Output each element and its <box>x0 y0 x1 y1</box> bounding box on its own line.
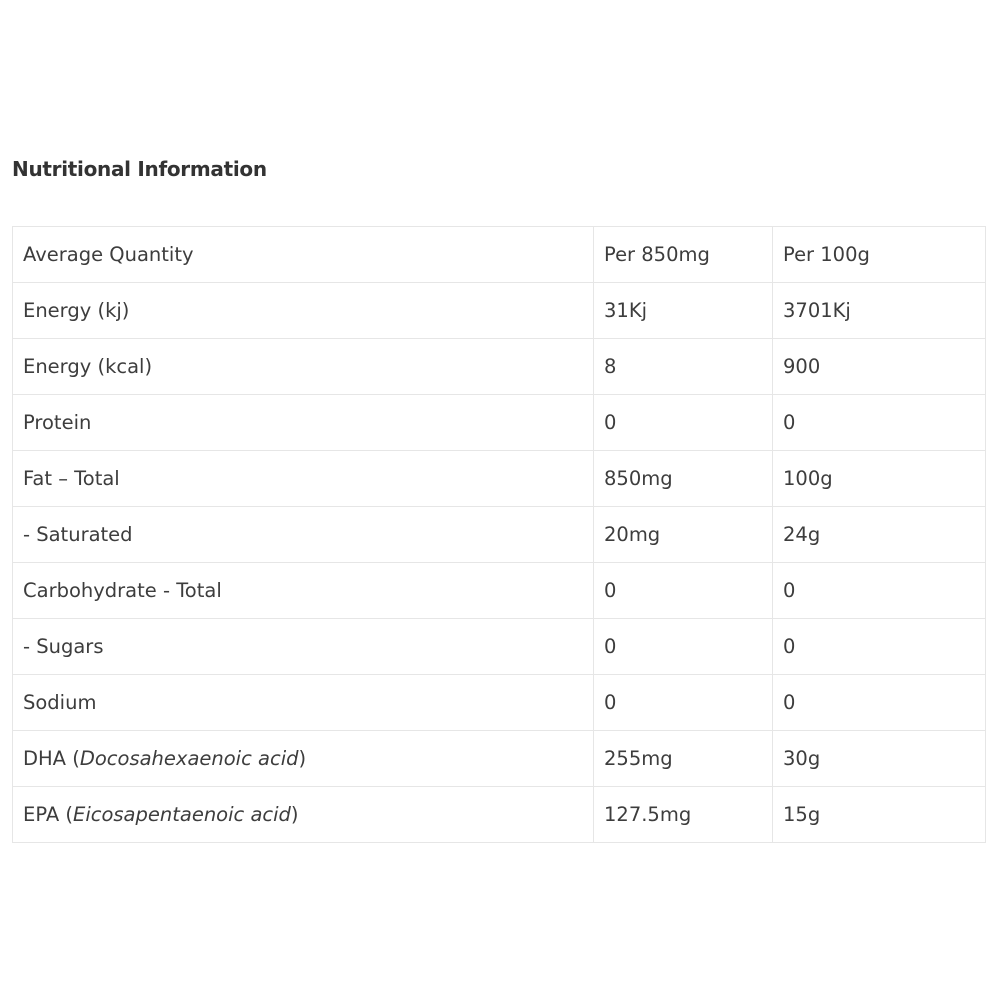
per-serving-value: 850mg <box>594 451 773 507</box>
table-row <box>13 395 986 451</box>
per-100g-value: 0 <box>773 563 986 619</box>
per-100g-value: 15g <box>773 787 986 843</box>
per-serving-value: 0 <box>594 563 773 619</box>
per-serving-value: 8 <box>594 339 773 395</box>
table-row <box>13 451 986 507</box>
per-serving-value: 0 <box>594 619 773 675</box>
per-serving-value: 20mg <box>594 507 773 563</box>
table-row <box>13 339 986 395</box>
per-100g-value: 100g <box>773 451 986 507</box>
column-header-per-100g: Per 100g <box>773 227 986 283</box>
per-100g-value: 900 <box>773 339 986 395</box>
table-row <box>13 283 986 339</box>
nutrient-name: Carbohydrate - Total <box>13 563 594 619</box>
table-row <box>13 787 986 843</box>
scientific-name: Eicosapentaenoic acid <box>73 803 291 826</box>
column-header-per-serving: Per 850mg <box>594 227 773 283</box>
per-100g-value: 30g <box>773 731 986 787</box>
per-100g-value: 24g <box>773 507 986 563</box>
nutrient-name: Energy (kcal) <box>13 339 594 395</box>
per-100g-value: 3701Kj <box>773 283 986 339</box>
table-row <box>13 619 986 675</box>
per-serving-value: 127.5mg <box>594 787 773 843</box>
nutrient-abbrev: EPA <box>23 803 60 826</box>
nutrient-name: - Sugars <box>13 619 594 675</box>
per-100g-value: 0 <box>773 619 986 675</box>
nutrient-name: DHA (Docosahexaenoic acid) <box>13 731 594 787</box>
scientific-name: Docosahexaenoic acid <box>79 747 299 770</box>
nutrient-name: Fat – Total <box>13 451 594 507</box>
per-serving-value: 255mg <box>594 731 773 787</box>
per-serving-value: 0 <box>594 675 773 731</box>
table-row <box>13 675 986 731</box>
nutrition-table <box>12 226 986 843</box>
table-header-row <box>13 227 986 283</box>
nutrient-name: Protein <box>13 395 594 451</box>
column-header-quantity: Average Quantity <box>13 227 594 283</box>
nutrient-name: - Saturated <box>13 507 594 563</box>
table-row <box>13 731 986 787</box>
nutrient-name: Energy (kj) <box>13 283 594 339</box>
per-serving-value: 31Kj <box>594 283 773 339</box>
table-row <box>13 563 986 619</box>
per-100g-value: 0 <box>773 675 986 731</box>
table-row <box>13 507 986 563</box>
nutrient-abbrev: DHA <box>23 747 67 770</box>
nutrient-name: EPA (Eicosapentaenoic acid) <box>13 787 594 843</box>
per-100g-value: 0 <box>773 395 986 451</box>
per-serving-value: 0 <box>594 395 773 451</box>
nutrient-name: Sodium <box>13 675 594 731</box>
page-title: Nutritional Information <box>12 157 267 181</box>
